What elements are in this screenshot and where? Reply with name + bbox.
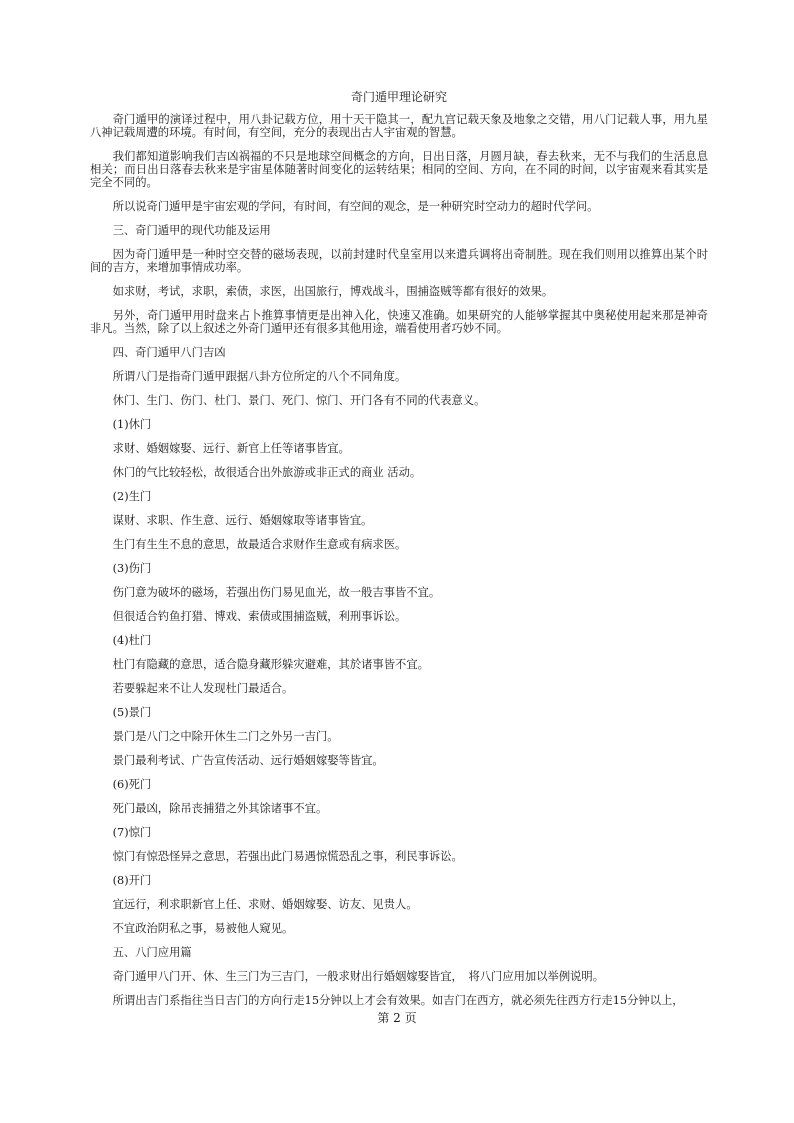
paragraph: (3)伤门 bbox=[112, 562, 152, 575]
paragraph: 伤门意为破坏的磁场，若强出伤门易见血光，故一般吉事皆不宜。 bbox=[112, 586, 441, 599]
paragraph: 死门最凶，除吊丧捕猎之外其馀诸事不宜。 bbox=[112, 802, 328, 815]
paragraph: 景门最利考试、广告宣传活动、远行婚姻嫁娶等皆宜。 bbox=[112, 754, 384, 767]
paragraph: 因为奇门遁甲是一种时空交替的磁场表现，以前封建时代皇室用以来遣兵调将出奇制胜。现在我们则用以推算出某个时间的吉方，来增加事情成功率。 bbox=[90, 248, 708, 274]
paragraph: 但很适合钓鱼打猎、博戏、索债或围捕盗贼，利刑事诉讼。 bbox=[112, 610, 407, 623]
paragraph: 三、奇门遁甲的现代功能及运用 bbox=[112, 224, 271, 237]
paragraph: (1)休门 bbox=[112, 418, 152, 431]
paragraph: 杜门有隐藏的意思，适合隐身藏形躲灾避难，其於诸事皆不宜。 bbox=[112, 658, 429, 671]
paragraph: 惊门有惊恐怪异之意思，若强出此门易遇惊慌恐乱之事，利民事诉讼。 bbox=[112, 850, 463, 863]
paragraph: 四、奇门遁甲八门吉凶 bbox=[112, 346, 226, 359]
paragraph: 所以说奇门遁甲是宇宙宏观的学问，有时间，有空间的观念，是一种研究时空动力的超时代学问。 bbox=[112, 200, 599, 213]
paragraph: 另外，奇门遁甲用时盘来占卜推算事情更是出神入化，快速又准确。如果研究的人能够掌握其中奥秘使用起来那是神奇非凡。当然，除了以上叙述之外奇门遁甲还有很多其他用途，端看使用者巧妙不同。 bbox=[90, 309, 708, 335]
paragraph: 景门是八门之中除开休生二门之外另一吉门。 bbox=[112, 730, 339, 743]
paragraph: 谋财、求职、作生意、远行、婚姻嫁取等诸事皆宜。 bbox=[112, 514, 373, 527]
paragraph: 所谓出吉门系指往当日吉门的方向行走15分钟以上才会有效果。如吉门在西方，就必须先往西方行走15分钟以上， bbox=[112, 994, 684, 1007]
paragraph: 奇门遁甲八门开、休、生三门为三吉门，一般求财出行婚姻嫁娶皆宜， 将八门应用加以举例说明。 bbox=[112, 970, 605, 983]
paragraph: 生门有生生不息的意思，故最适合求财作生意或有病求医。 bbox=[112, 538, 407, 551]
document-title: 奇门遁甲理论研究 bbox=[350, 90, 447, 104]
paragraph: (4)杜门 bbox=[112, 634, 152, 647]
paragraph: 所谓八门是指奇门遁甲跟据八卦方位所定的八个不同角度。 bbox=[112, 370, 407, 383]
paragraph: 求财、婚姻嫁娶、远行、新官上任等诸事皆宜。 bbox=[112, 442, 350, 455]
paragraph: 我们都知道影响我们吉凶祸福的不只是地球空间概念的方向，日出日落，月圆月缺，春去秋来，无不与我们的生活息息相关；而日出日落春去秋来是宇宙星体随著时间变化的运转结果；相同的空间、方向，在不同的时间，以宇宙观来看其实是完全不同的。 bbox=[90, 150, 708, 189]
paragraph: 休门的气比较轻松，故很适合出外旅游或非正式的商业 活动。 bbox=[112, 466, 422, 479]
paragraph: (8)开门 bbox=[112, 874, 152, 887]
paragraph: 五、八门应用篇 bbox=[112, 946, 192, 959]
paragraph: (2)生门 bbox=[112, 490, 152, 503]
document-body bbox=[90, 113, 708, 1007]
paragraph: 休门、生门、伤门、杜门、景门、死门、惊门、开门各有不同的代表意义。 bbox=[112, 394, 486, 407]
paragraph: 若要躲起来不让人发现杜门最适合。 bbox=[112, 682, 294, 695]
paragraph: (7)惊门 bbox=[112, 826, 152, 839]
paragraph: 不宜政治阴私之事，易被他人窥见。 bbox=[112, 922, 294, 935]
document-page bbox=[90, 90, 708, 1018]
paragraph: 奇门遁甲的演译过程中，用八卦记载方位，用十天干隐其一，配九宫记载天象及地象之交错，用八门记载人事，用九星八神记载周遭的环境。有时间，有空间，充分的表现出古人宇宙观的智慧。 bbox=[90, 113, 708, 139]
paragraph: 如求财，考试，求职，索债，求医，出国旅行，博戏战斗，围捕盗贼等都有很好的效果。 bbox=[112, 285, 554, 298]
page-number: 第 2 页 bbox=[377, 1011, 417, 1025]
paragraph: (6)死门 bbox=[112, 778, 152, 791]
paragraph: 宜远行，利求职新官上任、求财、婚姻嫁娶、访友、见贵人。 bbox=[112, 898, 418, 911]
paragraph: (5)景门 bbox=[112, 706, 152, 719]
